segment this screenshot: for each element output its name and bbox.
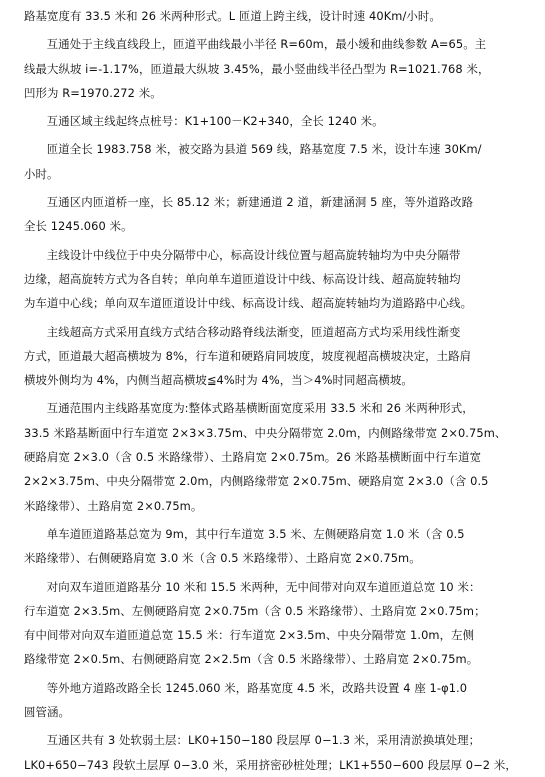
text-line: 互通区共有 3 处软弱土层：LK0+150−180 段层厚 0−1.3 米，采用清淤换填处理； <box>46 733 481 748</box>
text-line: 等外地方道路改路全长 1245.060 米，路基宽度 4.5 米，改路共设置 4 座 1-φ1.0 <box>46 680 468 695</box>
text-line: 线最大纵坡 i=-1.17%，匝道最大纵坡 3.45%，最小竖曲线半径凸型为 R=1021.768 米， <box>24 61 490 76</box>
text-line: 为车道中心线；单向双车道匝道设计中线、标高设计线、超高旋转轴均为道路路中心线。 <box>24 296 473 311</box>
text-line: 对向双车道匝道路基分 10 米和 15.5 米两种，无中间带对向双车道匝道总宽 10 米： <box>46 579 481 594</box>
text-line: 单车道匝道路基总宽为 9m，其中行车道宽 3.5 米、左侧硬路肩宽 1.0 米（含 0.5 <box>46 526 465 541</box>
text-line: 有中间带对向双车道匝道总宽 15.5 米：行车道宽 2×3.5m、中央分隔带宽 1.0m，左侧 <box>24 628 475 643</box>
paragraph <box>24 4 531 28</box>
paragraph <box>24 243 531 316</box>
text-line: 米路缘带）、右侧硬路肩宽 3.0 米（含 0.5 米路缘带）、土路肩宽 2×0.75m。 <box>24 551 421 566</box>
text-line: 小时。 <box>24 166 59 181</box>
text-line: 圆管涵。 <box>24 705 70 720</box>
text-line: 互通范围内主线路基宽度为:整体式路基横断面宽度采用 33.5 米和 26 米两种形式， <box>46 401 474 416</box>
paragraph <box>24 728 531 777</box>
text-line: 互通区域主线起终点桩号：K1+100－K2+340，全长 1240 米。 <box>46 114 384 129</box>
text-line: 全长 1245.060 米。 <box>24 219 133 234</box>
paragraph <box>24 575 531 672</box>
paragraph <box>24 137 531 186</box>
paragraph <box>24 320 531 393</box>
paragraph <box>24 522 531 571</box>
paragraph <box>24 32 531 105</box>
text-line: 横坡外侧均为 4%，内侧当超高横坡≦4%时为 4%，当＞4%时同超高横坡。 <box>24 373 413 388</box>
text-line: 主线设计中线位于中央分隔带中心，标高设计线位置与超高旋转轴均为中央分隔带 <box>46 247 461 262</box>
text-line: 路基宽度有 33.5 米和 26 米两种形式。L 匝道上跨主线，设计时速 40Km/小时。 <box>24 9 441 23</box>
text-line: 互通处于主线直线段上，匝道平曲线最小半径 R=60m，最小缓和曲线参数 A=65。主 <box>46 37 487 52</box>
text-line: 互通区内匝道桥一座，长 85.12 米；新建通道 2 道，新建涵洞 5 座，等外道路改路 <box>46 195 474 210</box>
text-line: 硬路肩宽 2×3.0（含 0.5 米路缘带）、土路肩宽 2×0.75m。26 米路基横断面中行车道宽 <box>24 450 482 465</box>
text-line: 2×2×3.75m、中央分隔带宽 2.0m，内侧路缘带宽 2×0.75m、硬路肩宽 2×3.0（含 0.5 <box>24 474 489 489</box>
text-line: 行车道宽 2×3.5m、左侧硬路肩宽 2×0.75m（含 0.5 米路缘带）、土路肩宽 2×0.75m； <box>24 603 486 618</box>
text-line: 33.5 米路基断面中行车道宽 2×3×3.75m、中央分隔带宽 2.0m，内侧路缘带宽 2×0.75m、 <box>24 425 507 440</box>
paragraph <box>24 396 531 517</box>
text-line: 边缘，超高旋转方式为各自转；单向单车道匝道设计中线、标高设计线、超高旋转轴均 <box>24 271 461 286</box>
paragraph <box>24 190 531 239</box>
text-line: 主线超高方式采用直线方式结合移动路脊线法渐变，匝道超高方式均采用线性渐变 <box>46 324 461 339</box>
text-line: 匝道全长 1983.758 米，被交路为县道 569 线，路基宽度 7.5 米，设计车速 30Km/ <box>46 142 482 157</box>
text-line: 路缘带宽 2×0.5m、右侧硬路肩宽 2×2.5m（含 0.5 米路缘带）、土路肩宽 2×0.75m。 <box>24 652 479 667</box>
text-line: 凹形为 R=1970.272 米。 <box>24 85 162 100</box>
paragraph <box>24 676 531 725</box>
text-line: 米路缘带）、土路肩宽 2×0.75m。 <box>24 498 203 513</box>
text-line: 方式，匝道最大超高横坡为 8%，行车道和硬路肩同坡度，坡度视超高横坡决定，土路肩 <box>24 348 472 363</box>
paragraph <box>24 109 531 133</box>
text-line: LK0+650−743 段软土层厚 0−3.0 米，采用挤密砂桩处理；LK1+550−600 段层厚 0−2 米， <box>24 757 517 772</box>
